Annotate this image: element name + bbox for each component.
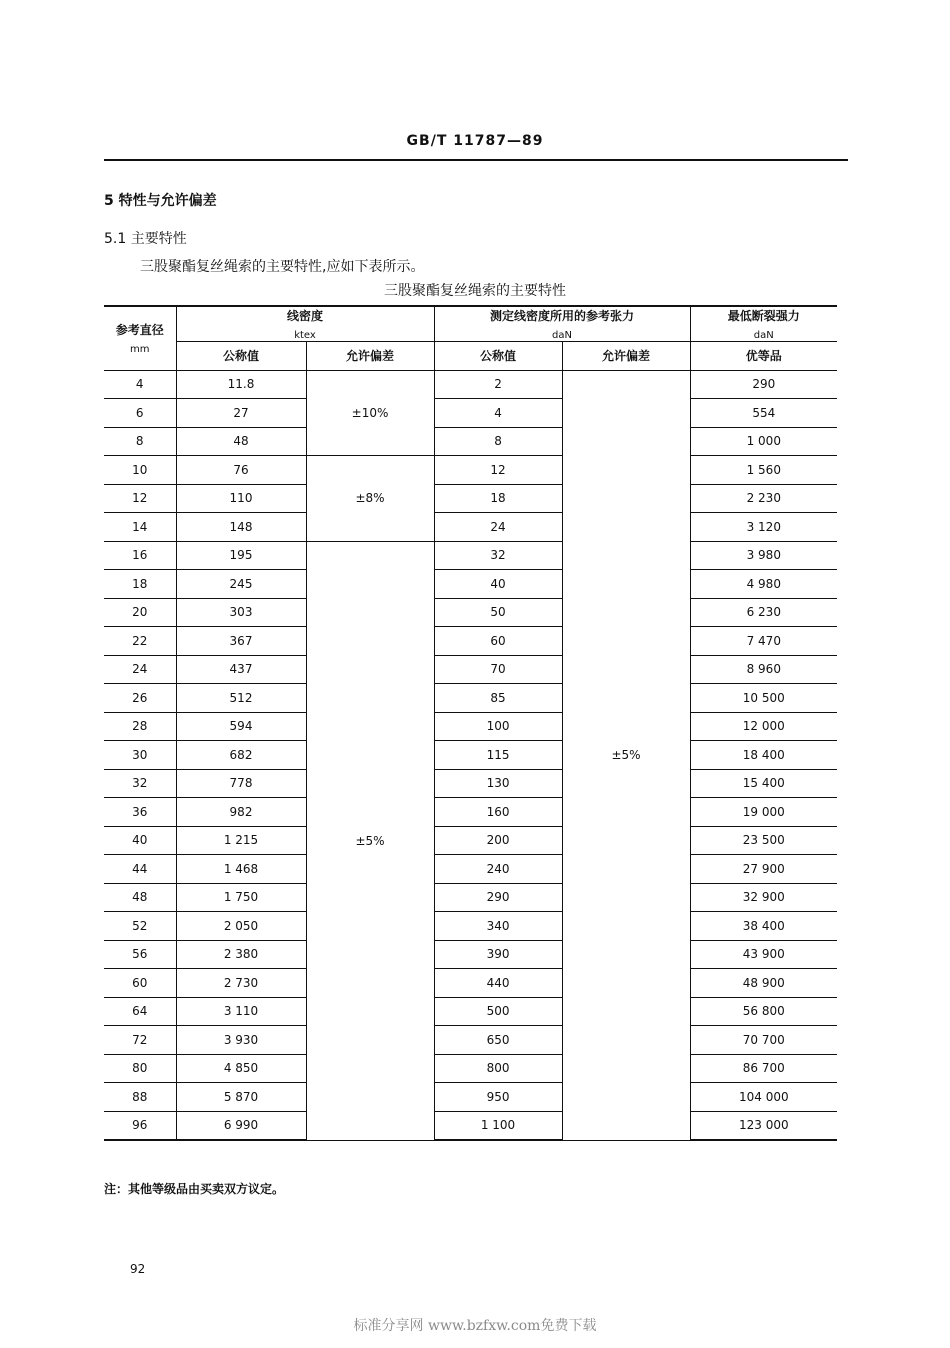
tension-cell: 40 xyxy=(434,570,562,599)
density-cell: 367 xyxy=(176,627,306,656)
table-row xyxy=(104,1111,837,1140)
table-row xyxy=(104,399,837,428)
diameter-cell: 28 xyxy=(104,712,176,741)
tension-cell: 8 xyxy=(434,427,562,456)
diameter-cell: 32 xyxy=(104,769,176,798)
section-title: 5 特性与允许偏差 xyxy=(104,193,217,209)
table-row xyxy=(104,798,837,827)
diameter-cell: 72 xyxy=(104,1026,176,1055)
diameter-cell: 18 xyxy=(104,570,176,599)
strength-cell: 38 400 xyxy=(690,912,837,941)
tension-cell: 60 xyxy=(434,627,562,656)
tension-cell: 950 xyxy=(434,1083,562,1112)
strength-cell: 18 400 xyxy=(690,741,837,770)
table-row xyxy=(104,541,837,570)
density-cell: 110 xyxy=(176,484,306,513)
tension-cell: 390 xyxy=(434,940,562,969)
nominal-tension-header: 公称值 xyxy=(434,342,562,371)
table-row xyxy=(104,912,837,941)
tension-cell: 70 xyxy=(434,655,562,684)
density-cell: 6 990 xyxy=(176,1111,306,1140)
header-row-2 xyxy=(104,342,837,371)
strength-cell: 86 700 xyxy=(690,1054,837,1083)
strength-cell: 10 500 xyxy=(690,684,837,713)
document-header: GB/T 11787—89 xyxy=(406,133,544,149)
strength-cell: 6 230 xyxy=(690,598,837,627)
watermark-text: 标准分享网 www.bzfxw.com免费下载 xyxy=(353,1318,597,1334)
diameter-cell: 64 xyxy=(104,997,176,1026)
strength-cell: 104 000 xyxy=(690,1083,837,1112)
strength-cell: 1 560 xyxy=(690,456,837,485)
density-header xyxy=(176,306,434,342)
tension-cell: 290 xyxy=(434,883,562,912)
table-note: 注：其他等级品由买卖双方议定。 xyxy=(104,1182,285,1196)
diameter-cell: 20 xyxy=(104,598,176,627)
diameter-cell: 48 xyxy=(104,883,176,912)
table-row xyxy=(104,655,837,684)
diameter-cell: 30 xyxy=(104,741,176,770)
table-row xyxy=(104,883,837,912)
strength-cell: 554 xyxy=(690,399,837,428)
tension-cell: 1 100 xyxy=(434,1111,562,1140)
diameter-cell: 4 xyxy=(104,370,176,399)
diameter-cell: 52 xyxy=(104,912,176,941)
density-cell: 148 xyxy=(176,513,306,542)
density-cell: 2 050 xyxy=(176,912,306,941)
table-row xyxy=(104,826,837,855)
strength-cell: 32 900 xyxy=(690,883,837,912)
diameter-cell: 96 xyxy=(104,1111,176,1140)
table-row xyxy=(104,712,837,741)
tension-cell: 18 xyxy=(434,484,562,513)
density-cell: 512 xyxy=(176,684,306,713)
strength-cell: 27 900 xyxy=(690,855,837,884)
table-row xyxy=(104,940,837,969)
density-tolerance-cell: ±5% xyxy=(306,541,434,1140)
density-cell: 682 xyxy=(176,741,306,770)
density-cell: 778 xyxy=(176,769,306,798)
table-row xyxy=(104,855,837,884)
density-cell: 5 870 xyxy=(176,1083,306,1112)
diameter-cell: 36 xyxy=(104,798,176,827)
table-row xyxy=(104,427,837,456)
tension-cell: 500 xyxy=(434,997,562,1026)
table-caption: 三股聚酯复丝绳索的主要特性 xyxy=(384,283,566,299)
grade-header: 优等品 xyxy=(690,342,837,371)
tension-header xyxy=(434,306,690,342)
strength-cell: 4 980 xyxy=(690,570,837,599)
header-rule xyxy=(104,159,848,161)
table-row xyxy=(104,456,837,485)
density-header-unit: ktex xyxy=(294,330,316,341)
density-cell: 1 215 xyxy=(176,826,306,855)
density-tolerance-cell: ±8% xyxy=(306,456,434,542)
density-cell: 11.8 xyxy=(176,370,306,399)
density-header-label: 线密度 xyxy=(287,309,324,323)
table-row xyxy=(104,1083,837,1112)
tension-header-unit: daN xyxy=(552,330,572,341)
intro-text: 三股聚酯复丝绳索的主要特性,应如下表所示。 xyxy=(140,259,425,275)
density-cell: 76 xyxy=(176,456,306,485)
density-cell: 594 xyxy=(176,712,306,741)
density-cell: 245 xyxy=(176,570,306,599)
tension-tolerance-header: 允许偏差 xyxy=(562,342,690,371)
strength-header-label: 最低断裂强力 xyxy=(727,309,800,323)
strength-cell: 7 470 xyxy=(690,627,837,656)
nominal-density-header: 公称值 xyxy=(176,342,306,371)
density-cell: 437 xyxy=(176,655,306,684)
tension-cell: 2 xyxy=(434,370,562,399)
tension-cell: 650 xyxy=(434,1026,562,1055)
tension-cell: 115 xyxy=(434,741,562,770)
table-row xyxy=(104,684,837,713)
diameter-header-label: 参考直径 xyxy=(115,323,164,338)
density-cell: 3 930 xyxy=(176,1026,306,1055)
strength-cell: 8 960 xyxy=(690,655,837,684)
tension-cell: 12 xyxy=(434,456,562,485)
diameter-cell: 56 xyxy=(104,940,176,969)
tension-cell: 240 xyxy=(434,855,562,884)
diameter-cell: 60 xyxy=(104,969,176,998)
diameter-cell: 14 xyxy=(104,513,176,542)
diameter-cell: 8 xyxy=(104,427,176,456)
diameter-cell: 6 xyxy=(104,399,176,428)
table-row xyxy=(104,1054,837,1083)
density-cell: 4 850 xyxy=(176,1054,306,1083)
header-row-1 xyxy=(104,306,837,342)
diameter-cell: 12 xyxy=(104,484,176,513)
table-row xyxy=(104,370,837,399)
table-row xyxy=(104,484,837,513)
diameter-cell: 10 xyxy=(104,456,176,485)
density-tolerance-header: 允许偏差 xyxy=(306,342,434,371)
page-number: 92 xyxy=(130,1262,146,1276)
strength-cell: 70 700 xyxy=(690,1026,837,1055)
table-row xyxy=(104,969,837,998)
strength-cell: 2 230 xyxy=(690,484,837,513)
strength-cell: 48 900 xyxy=(690,969,837,998)
diameter-cell: 22 xyxy=(104,627,176,656)
strength-header xyxy=(690,306,837,342)
tension-cell: 200 xyxy=(434,826,562,855)
tension-cell: 340 xyxy=(434,912,562,941)
density-cell: 3 110 xyxy=(176,997,306,1026)
tension-cell: 85 xyxy=(434,684,562,713)
diameter-cell: 80 xyxy=(104,1054,176,1083)
tension-cell: 4 xyxy=(434,399,562,428)
density-cell: 195 xyxy=(176,541,306,570)
diameter-cell: 88 xyxy=(104,1083,176,1112)
tension-cell: 32 xyxy=(434,541,562,570)
tension-cell: 800 xyxy=(434,1054,562,1083)
strength-cell: 12 000 xyxy=(690,712,837,741)
strength-cell: 123 000 xyxy=(690,1111,837,1140)
density-cell: 303 xyxy=(176,598,306,627)
tension-tolerance-cell: ±5% xyxy=(562,370,690,1140)
characteristics-table xyxy=(104,305,837,1141)
strength-cell: 3 980 xyxy=(690,541,837,570)
strength-cell: 23 500 xyxy=(690,826,837,855)
diameter-header xyxy=(104,306,176,370)
diameter-cell: 24 xyxy=(104,655,176,684)
table-row xyxy=(104,1026,837,1055)
tension-cell: 440 xyxy=(434,969,562,998)
diameter-header-unit: mm xyxy=(130,344,150,356)
tension-cell: 130 xyxy=(434,769,562,798)
density-cell: 1 750 xyxy=(176,883,306,912)
strength-cell: 290 xyxy=(690,370,837,399)
strength-cell: 3 120 xyxy=(690,513,837,542)
tension-cell: 50 xyxy=(434,598,562,627)
diameter-cell: 40 xyxy=(104,826,176,855)
table-row xyxy=(104,627,837,656)
table-row xyxy=(104,997,837,1026)
strength-cell: 1 000 xyxy=(690,427,837,456)
strength-header-unit: daN xyxy=(753,330,774,341)
table-row xyxy=(104,513,837,542)
density-cell: 2 380 xyxy=(176,940,306,969)
diameter-cell: 16 xyxy=(104,541,176,570)
density-cell: 27 xyxy=(176,399,306,428)
tension-cell: 100 xyxy=(434,712,562,741)
density-cell: 982 xyxy=(176,798,306,827)
tension-cell: 160 xyxy=(434,798,562,827)
table-row xyxy=(104,769,837,798)
strength-cell: 15 400 xyxy=(690,769,837,798)
tension-header-label: 测定线密度所用的参考张力 xyxy=(490,309,635,323)
table-row xyxy=(104,741,837,770)
table-row xyxy=(104,570,837,599)
strength-cell: 19 000 xyxy=(690,798,837,827)
strength-cell: 43 900 xyxy=(690,940,837,969)
table-body xyxy=(104,306,837,1140)
diameter-cell: 44 xyxy=(104,855,176,884)
density-tolerance-cell: ±10% xyxy=(306,370,434,456)
density-cell: 1 468 xyxy=(176,855,306,884)
subsection-title: 5.1 主要特性 xyxy=(104,231,187,247)
table-row xyxy=(104,598,837,627)
strength-cell: 56 800 xyxy=(690,997,837,1026)
density-cell: 2 730 xyxy=(176,969,306,998)
density-cell: 48 xyxy=(176,427,306,456)
tension-cell: 24 xyxy=(434,513,562,542)
diameter-cell: 26 xyxy=(104,684,176,713)
